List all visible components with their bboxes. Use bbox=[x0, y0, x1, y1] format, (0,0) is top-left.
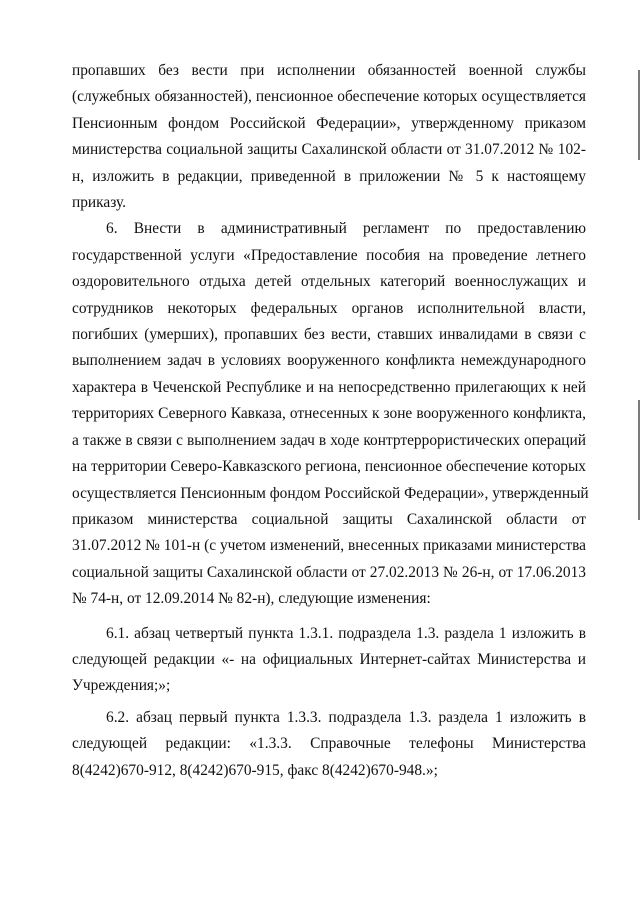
text-line: на территории Северо-Кавказского региона, пенсионное обеспечение которых bbox=[72, 458, 586, 476]
text-line: Учреждения;»; bbox=[72, 677, 171, 695]
text-line: Пенсионным фондом Российской Федерации», утвержденному приказом bbox=[72, 114, 586, 132]
text-line: а также в связи с выполнением задач в ходе контртеррористических операций bbox=[72, 431, 586, 449]
text-line: государственной услуги «Предоставление пособия на проведение летнего bbox=[72, 246, 586, 264]
text-line: 6.2. абзац первый пункта 1.3.3. подраздела 1.3. раздела 1 изложить в bbox=[106, 708, 586, 726]
text-line: характера в Чеченской Республике и на непосредственно прилегающих к ней bbox=[72, 378, 586, 396]
text-line: приказом министерства социальной защиты Сахалинской области от bbox=[72, 510, 586, 528]
text-line: н, изложить в редакции, приведенной в приложении № 5 к настоящему bbox=[72, 167, 586, 185]
text-line: 8(4242)670-912, 8(4242)670-915, факс 8(4242)670-948.»; bbox=[72, 761, 438, 779]
text-line: приказу. bbox=[72, 194, 127, 212]
text-line: следующей редакции: «1.3.3. Справочные телефоны Министерства bbox=[72, 735, 586, 753]
text-line: следующей редакции «- на официальных Интернет-сайтах Министерства и bbox=[72, 650, 586, 668]
text-line: территориях Северного Кавказа, отнесенных к зоне вооруженного конфликта, bbox=[72, 405, 586, 423]
text-line: оздоровительного отдыха детей отдельных категорий военнослужащих и bbox=[72, 273, 586, 291]
text-line: 31.07.2012 № 101-н (с учетом изменений, внесенных приказами министерства bbox=[72, 537, 586, 555]
text-line: осуществляется Пенсионным фондом Российской Федерации», утвержденный bbox=[72, 484, 589, 502]
paragraph-continuation bbox=[72, 58, 586, 216]
text-line: 6.1. абзац четвертый пункта 1.3.1. подраздела 1.3. раздела 1 изложить в bbox=[106, 624, 586, 642]
text-line: (служебных обязанностей), пенсионное обеспечение которых осуществляется bbox=[72, 88, 586, 106]
paragraph-item-6-2 bbox=[72, 705, 586, 784]
text-line: социальной защиты Сахалинской области от 27.02.2013 № 26-н, от 17.06.2013 bbox=[72, 563, 586, 581]
text-line: погибших (умерших), пропавших без вести, ставших инвалидами в связи с bbox=[72, 326, 586, 344]
text-line: министерства социальной защиты Сахалинской области от 31.07.2012 № 102- bbox=[72, 141, 586, 159]
paragraph-item-6 bbox=[72, 216, 589, 612]
text-line: пропавших без вести при исполнении обязанностей военной службы bbox=[72, 62, 586, 79]
document-body bbox=[72, 58, 589, 784]
text-line: сотрудников некоторых федеральных органов исполнительной власти, bbox=[72, 299, 586, 317]
text-line: № 74-н, от 12.09.2014 № 82-н), следующие изменения: bbox=[72, 590, 431, 608]
text-line: 6. Внести в административный регламент по предоставлению bbox=[106, 220, 586, 238]
paragraph-item-6-1 bbox=[72, 621, 586, 700]
text-line: выполнением задач в условиях вооруженного конфликта немеждународного bbox=[72, 352, 586, 370]
